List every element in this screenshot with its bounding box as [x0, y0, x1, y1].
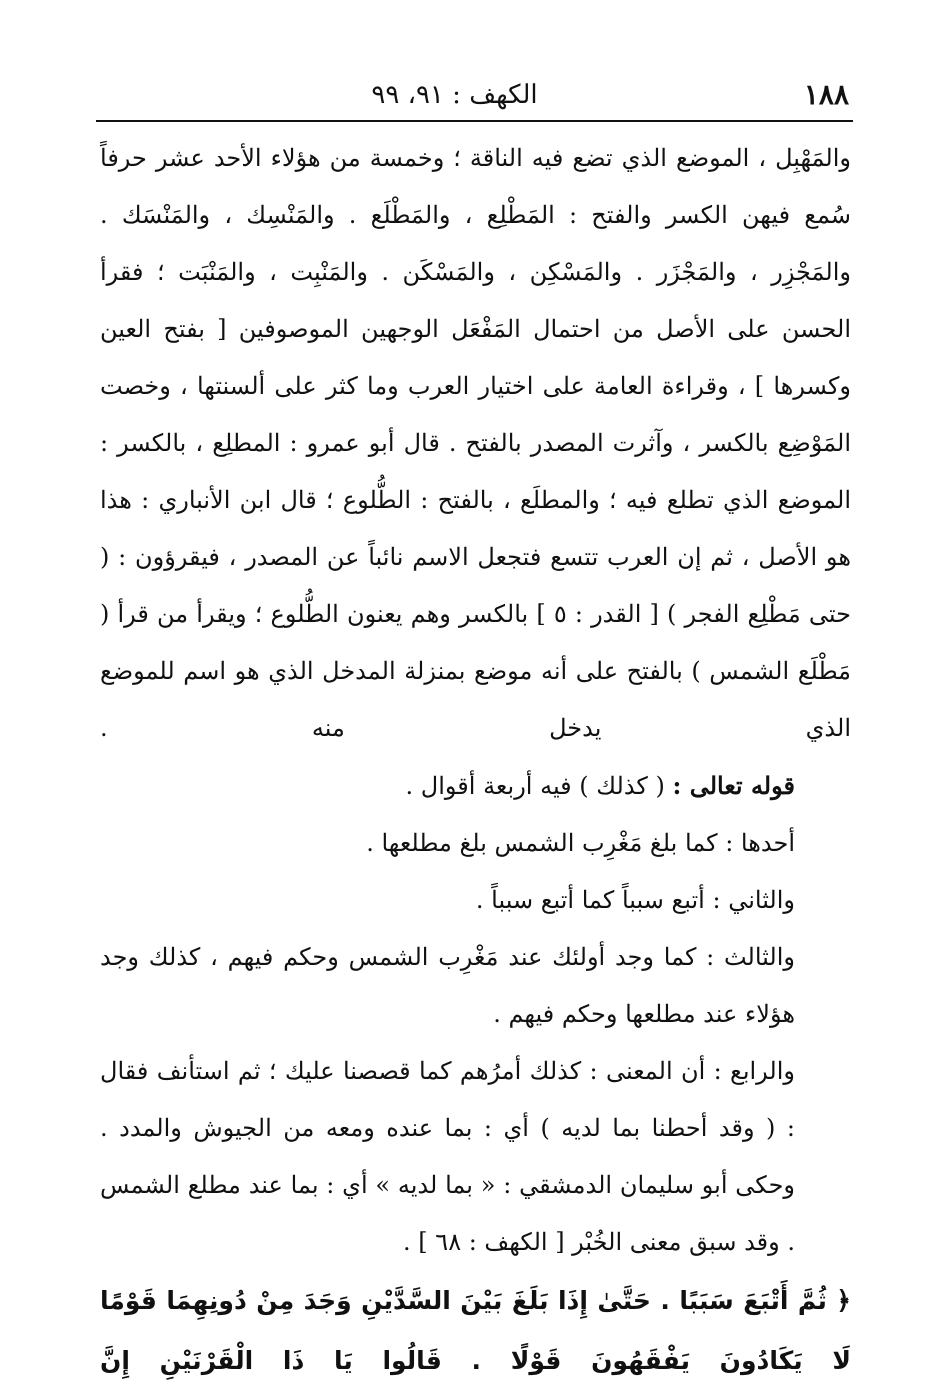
page-number: ١٨٨	[803, 78, 849, 111]
header-rule	[96, 120, 853, 122]
paragraph-mafal-forms: والمَهْبِل ، الموضع الذي تضع فيه الناقة ؛ وخمسة من هؤلاء الأحد عشر حرفاً سُمع فيهن الكسر والفتح : المَطْلِع ، والمَطْلَع . والمَنْسِك ، والمَنْسَك . والمَجْزِر ، والمَجْزَر . والمَسْكِن ، والمَسْكَن . والمَنْبِت ، والمَنْبَت ؛ فقرأ الحسن على الأصل من احتمال المَفْعَل الوجهين الموصوفين [ بفتح العين وكسرها ] ، وقراءة العامة على اختيار العرب وما كثر على ألسنتها ، وخصت المَوْضِع بالكسر ، وآثرت المصدر بالفتح . قال أبو عمرو : المطلِع ، بالكسر : الموضع الذي تطلع فيه ؛ والمطلَع ، بالفتح : الطُّلوع ؛ قال ابن الأنباري : هذا هو الأصل ، ثم إن العرب تتسع فتجعل الاسم نائباً عن المصدر ، فيقرؤون : ( حتى مَطْلِع الفجر ) [ القدر : ٥ ] بالكسر وهم يعنون الطُّلوع ؛ ويقرأ من قرأ ( مَطْلَع الشمس ) بالفتح على أنه موضع بمنزلة المدخل الذي هو اسم للموضع الذي يدخل منه .	[100, 144, 851, 742]
page-header	[100, 78, 849, 118]
paragraph-first-opinion: أحدها : كما بلغ مَغْرِب الشمس بلغ مطلعها .	[366, 829, 795, 857]
page-body	[100, 130, 851, 1391]
paragraph-third-opinion: والثالث : كما وجد أولئك عند مَغْرِب الشمس وحكم فيهم ، كذلك وجد هؤلاء عند مطلعها وحكم فيهم .	[100, 943, 795, 1028]
paragraph-fourth-opinion: والرابع : أن المعنى : كذلك أمرُهم كما قصصنا عليك ؛ ثم استأنف فقال : ( وقد أحطنا بما لديه ) أي : بما عنده ومعه من الجيوش والمدد . وحكى أبو سليمان الدمشقي : « بما لديه » أي : بما عند مطلع الشمس . وقد سبق معنى الخُبْر [ الكهف : ٦٨ ] .	[100, 1057, 795, 1256]
paragraph-second-opinion: والثاني : أتبع سبباً كما أتبع سبباً .	[475, 886, 795, 914]
kadhalik-text: ( كذلك ) فيه أربعة أقوال .	[405, 772, 665, 800]
paragraph-kadhalik-intro	[100, 757, 851, 815]
running-head: الكهف : ٩١، ٩٩	[371, 80, 538, 110]
quran-verse: ﴿ ثُمَّ أَتْبَعَ سَبَبًا . حَتَّىٰ إِذَا بَلَغَ بَيْنَ السَّدَّيْنِ وَجَدَ مِنْ دُونِهِمَا قَوْمًا لَا يَكَادُونَ يَفْقَهُونَ قَوْلًا . قَالُوا يَا ذَا الْقَرْنَيْنِ إِنَّ	[100, 1286, 851, 1375]
qawluhu-label: قوله تعالى :	[672, 771, 795, 800]
